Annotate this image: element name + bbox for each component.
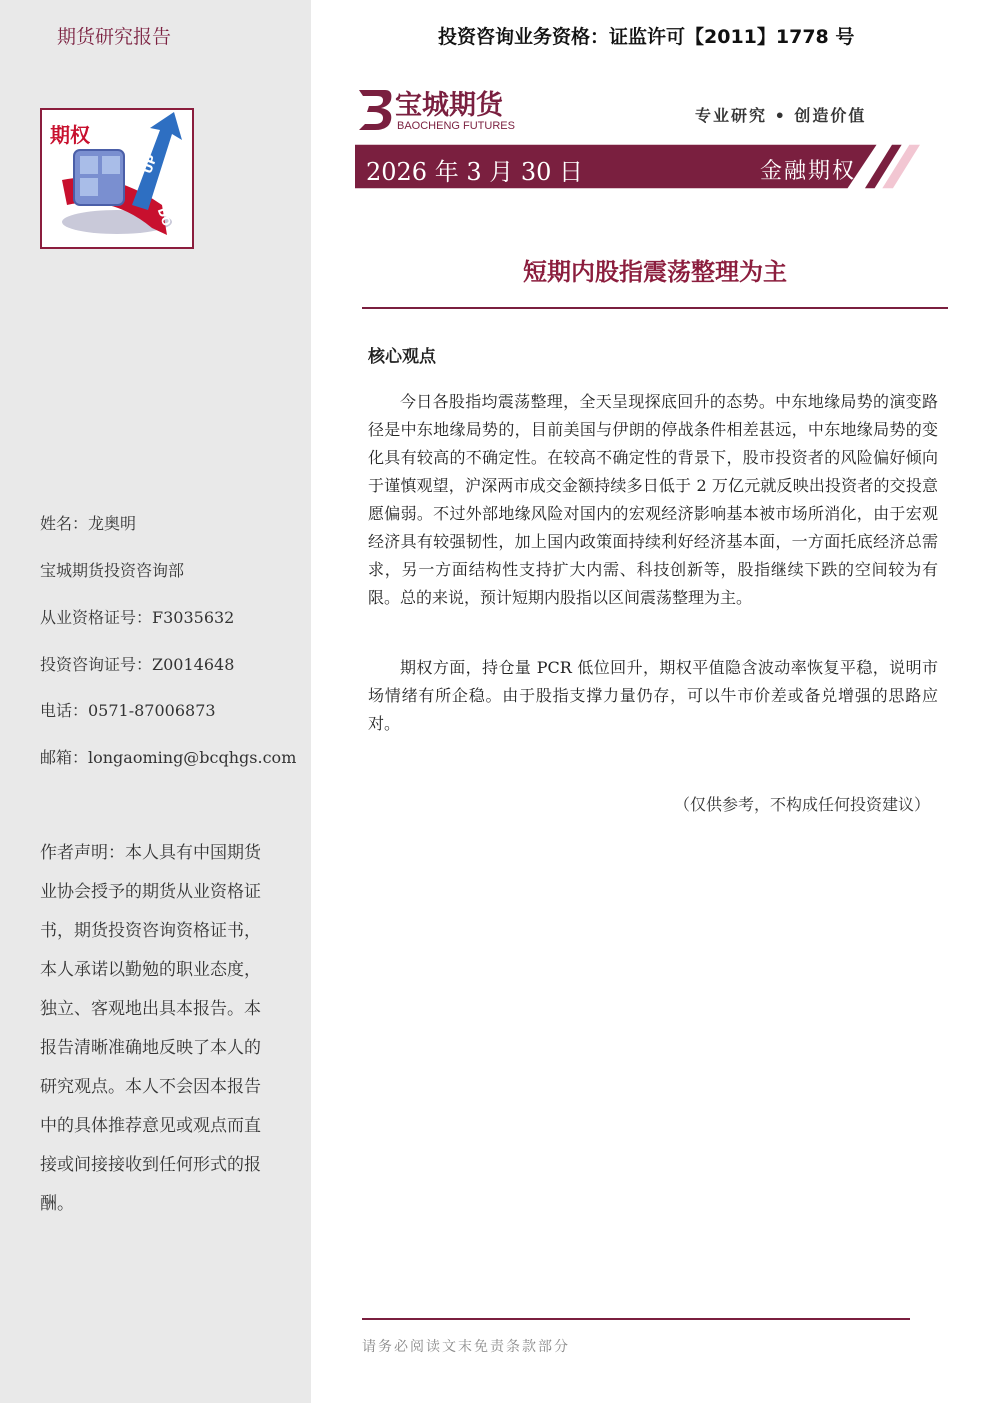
contact-name: 姓名：龙奥明 — [40, 514, 137, 533]
report-category: 金融期权 — [760, 159, 857, 184]
section-title-core-view: 核心观点 — [368, 347, 436, 367]
contact-department: 宝城期货投资咨询部 — [40, 561, 185, 580]
company-logo — [355, 86, 525, 132]
options-cube-arrow-icon — [42, 110, 192, 247]
badge-up-label: UP — [140, 153, 160, 176]
slogan: 专业研究 • 创造价值 — [695, 106, 867, 125]
badge-label: 期权 — [50, 123, 90, 147]
contact-phone: 电话：0571-87006873 — [40, 701, 216, 720]
badge-down-label: DO — [154, 206, 174, 228]
license-line: 投资咨询业务资格：证监许可【2011】1778 号 — [438, 26, 855, 48]
logo-chinese-name: 宝城期货 — [395, 90, 503, 121]
report-headline: 短期内股指震荡整理为主 — [523, 258, 787, 286]
options-badge-image — [40, 108, 194, 249]
report-type-label: 期货研究报告 — [57, 26, 172, 48]
footer-note: 请务必阅读文末免责条款部分 — [362, 1339, 570, 1355]
contact-practice-license: 从业资格证号：F3035632 — [40, 608, 235, 627]
investment-disclaimer: （仅供参考，不构成任何投资建议） — [673, 795, 930, 814]
footer-divider — [362, 1318, 910, 1320]
headline-divider — [362, 307, 948, 309]
contact-advisory-license: 投资咨询证号：Z0014648 — [40, 655, 235, 674]
report-date: 2026 年 3 月 30 日 — [366, 158, 584, 186]
body-paragraph-2: 期权方面，持仓量 PCR 低位回升，期权平值隐含波动率恢复平稳，说明市场情绪有所企稳。由于股指支撑力量仍存，可以牛市价差或备兑增强的思路应对。 — [368, 658, 938, 733]
contact-email[interactable]: 邮箱：longaoming@bcqhgs.com — [40, 748, 297, 767]
body-paragraph-1: 今日各股指均震荡整理，全天呈现探底回升的态势。中东地缘局势的演变路径是中东地缘局势的，目前美国与伊朗的停战条件相差甚远，中东地缘局势的变化具有较高的不确定性。在较高不确定性的背景下，股市投资者的风险偏好倾向于谨慎观望，沪深两市成交金额持续多日低于 2 万亿元就反映出投资者的交投意愿偏弱。不过外部地缘风险对国内的宏观经济影响基本被市场所消化，由于宏观经济具有较强韧性，加上国内政策面持续利好经济基本面，一方面托底经济总需求，另一方面结构性支持扩大内需、科技创新等，股指继续下跌的空间较为有限。总的来说，预计短期内股指以区间震荡整理为主。 — [368, 392, 938, 607]
author-statement: 作者声明：本人具有中国期货业协会授予的期货从业资格证书，期货投资咨询资格证书，本人承诺以勤勉的职业态度，独立、客观地出具本报告。本报告清晰准确地反映了本人的研究观点。本人不会因本报告中的具体推荐意见或观点而直接或间接接收到任何形式的报酬。 — [40, 843, 261, 1214]
logo-english-name: BAOCHENG FUTURES — [397, 120, 515, 132]
baocheng-logo-icon — [355, 86, 525, 132]
